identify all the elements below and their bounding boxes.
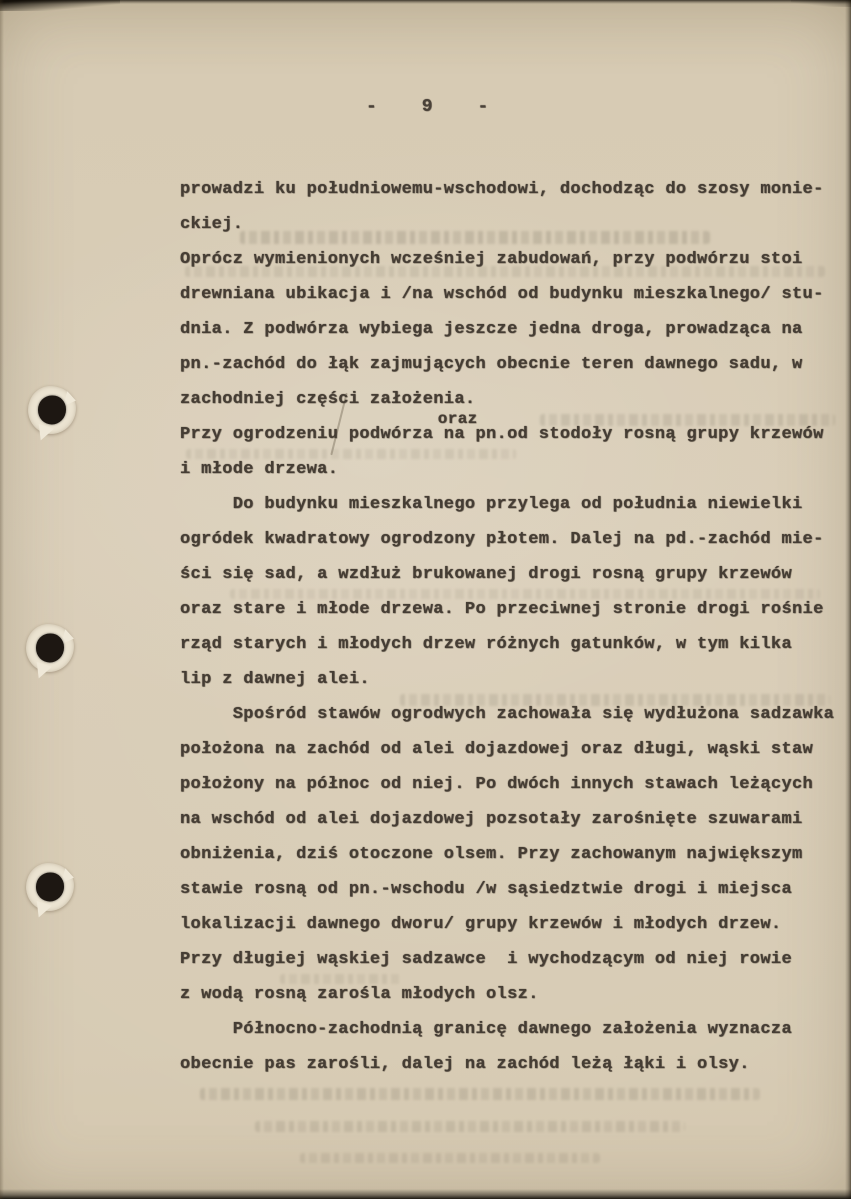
page-edge-left bbox=[0, 0, 4, 1199]
text-line: na wschód od alei dojazdowej pozsotały zarośnięte szuwarami bbox=[180, 810, 803, 829]
text-line: prowadzi ku południowemu-wschodowi, dochodząc do szosy monie- bbox=[180, 180, 824, 199]
text-line: stawie rosną od pn.-wschodu /w sąsiedztwie drogi i miejsca bbox=[180, 880, 792, 899]
text-line: drewniana ubikacja i /na wschód od budynku mieszkalnego/ stu- bbox=[180, 285, 824, 304]
text-line: Oprócz wymienionych wcześniej zabudowań, przy podwórzu stoi bbox=[180, 250, 803, 269]
text-line: rząd starych i młodych drzew różnych gatunków, w tym kilka bbox=[180, 635, 792, 654]
punch-hole-opening bbox=[36, 634, 64, 663]
insertion-line-before: Przy ogrodzeniu podwórza bbox=[180, 425, 444, 444]
text-line: Spośród stawów ogrodwych zachowała się wydłużona sadzawka bbox=[180, 705, 835, 724]
ghost-bleedthrough bbox=[255, 1121, 685, 1132]
text-line: z wodą rosną zarośla młodych olsz. bbox=[180, 985, 539, 1004]
text-line: obecnie pas zarośli, dalej na zachód leżą łąki i olsy. bbox=[180, 1055, 750, 1074]
punch-hole bbox=[21, 619, 79, 677]
page-edge-top-left bbox=[0, 0, 120, 11]
text-line: ckiej. bbox=[180, 215, 244, 234]
punch-hole-opening bbox=[36, 873, 64, 902]
text-line: i młode drzewa. bbox=[180, 460, 339, 479]
inserted-word-above-line: oraz bbox=[437, 410, 478, 428]
insertion-line-after: na pn.od stodoły rosną grupy krzewów bbox=[443, 425, 824, 444]
punch-hole-opening bbox=[38, 396, 66, 425]
text-line: ogródek kwadratowy ogrodzony płotem. Dalej na pd.-zachód mie- bbox=[180, 530, 824, 549]
ghost-bleedthrough bbox=[200, 1088, 760, 1100]
ghost-bleedthrough bbox=[300, 1153, 600, 1163]
text-line-with-insertion bbox=[180, 410, 848, 452]
text-line: oraz stare i młode drzewa. Po przeciwnej stronie drogi rośnie bbox=[180, 600, 824, 619]
text-line: Przy długiej wąskiej sadzawce i wychodzącym od niej rowie bbox=[180, 950, 792, 969]
text-line: Do budynku mieszkalnego przylega od południa niewielki bbox=[180, 495, 803, 514]
text-line: lip z dawnej alei. bbox=[180, 670, 370, 689]
text-line: zachodniej części założenia. bbox=[180, 390, 476, 409]
text-line: położona na zachód od alei dojazdowej oraz długi, wąski staw bbox=[180, 740, 814, 759]
text-line: ści się sad, a wzdłuż brukowanej drogi rosną grupy krzewów bbox=[180, 565, 792, 584]
punch-hole bbox=[21, 858, 79, 916]
page-edge-bottom bbox=[0, 1189, 851, 1199]
page-number: - 9 - bbox=[366, 97, 489, 117]
page-edge-top bbox=[0, 0, 851, 4]
page-edge-top-right bbox=[791, 0, 851, 7]
text-line: położony na północ od niej. Po dwóch innych stawach leżących bbox=[180, 775, 814, 794]
text-block bbox=[180, 172, 848, 1082]
text-line: pn.-zachód do łąk zajmujących obecnie teren dawnego sadu, w bbox=[180, 355, 803, 374]
text-line: lokalizacji dawnego dworu/ grupy krzewów i młodych drzew. bbox=[180, 915, 782, 934]
text-line: Północno-zachodnią granicę dawnego założenia wyznacza bbox=[180, 1020, 792, 1039]
punch-hole bbox=[23, 381, 81, 439]
text-line: obniżenia, dziś otoczone olsem. Przy zachowanym największym bbox=[180, 845, 803, 864]
text-line: dnia. Z podwórza wybiega jeszcze jedna droga, prowadząca na bbox=[180, 320, 803, 339]
